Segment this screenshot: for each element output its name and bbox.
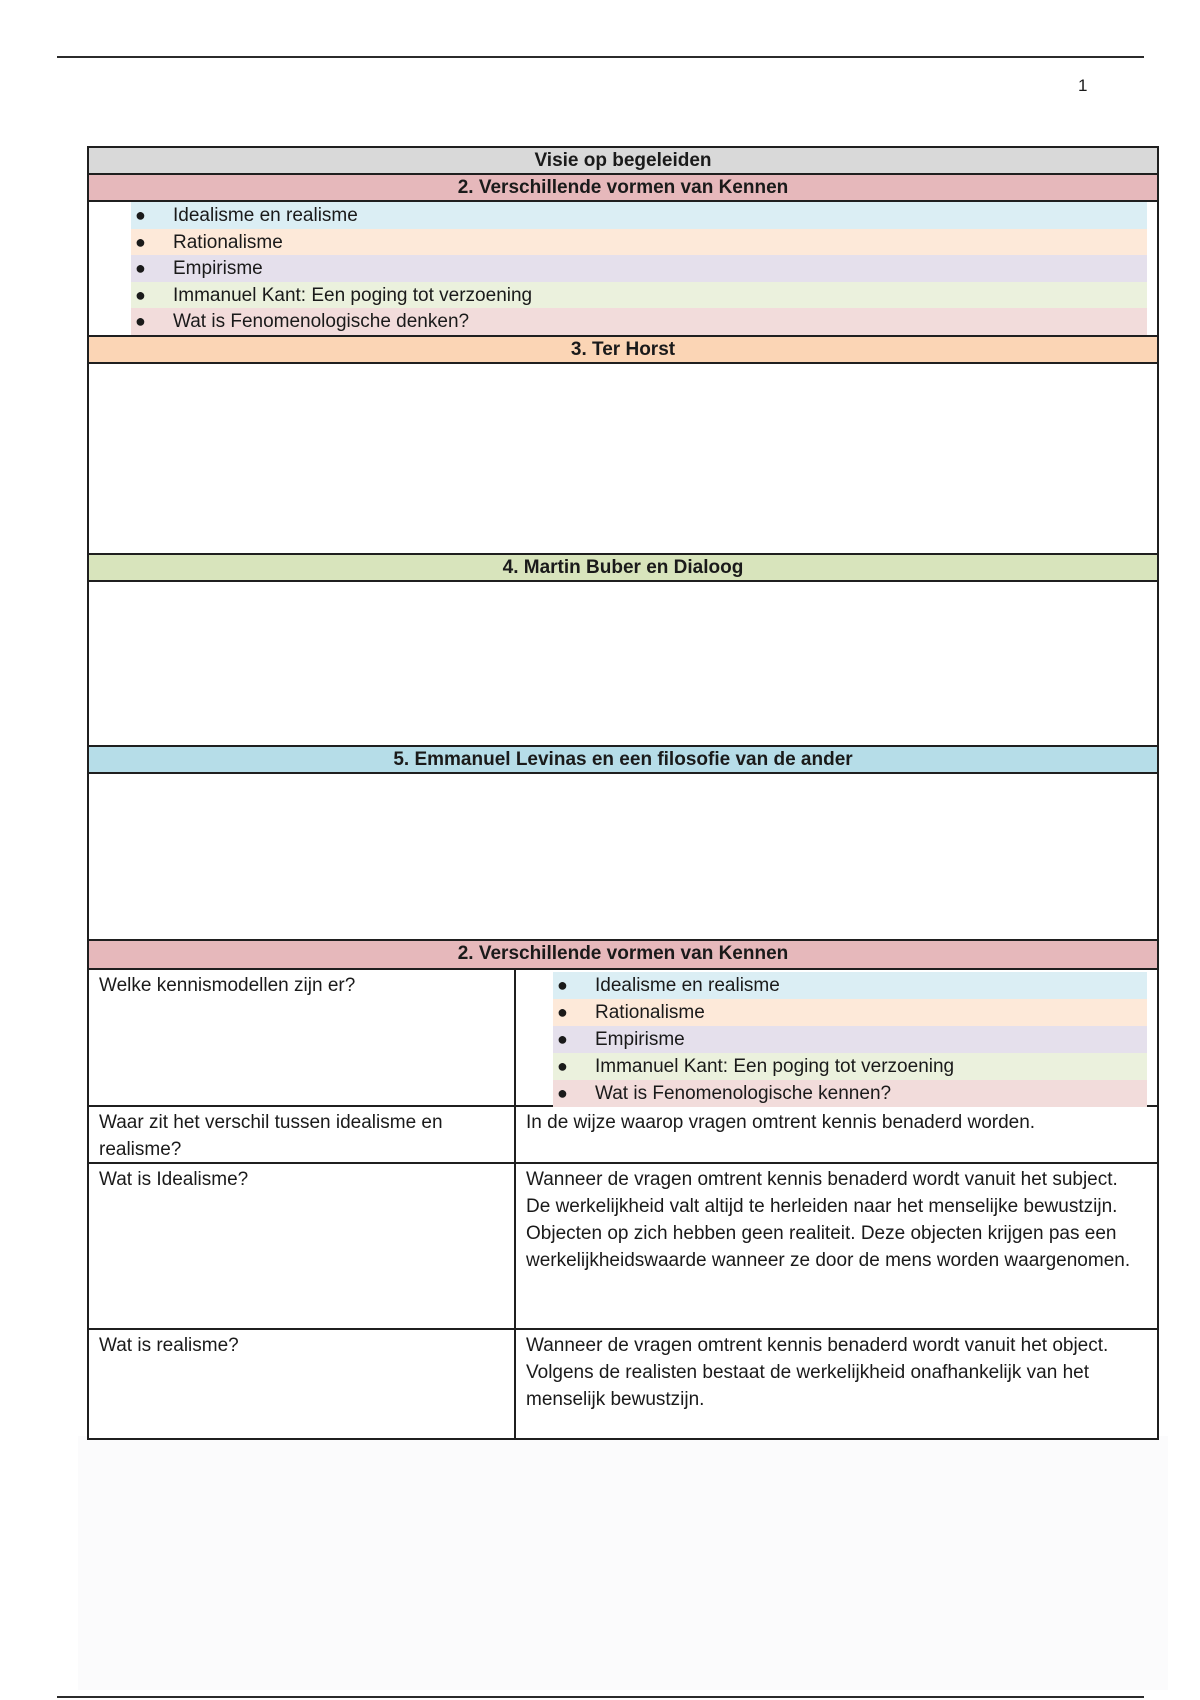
list-item: ● Empirisme — [131, 255, 1147, 282]
bullet-icon: ● — [135, 284, 146, 305]
section-2b-heading: 2. Verschillende vormen van Kennen — [89, 941, 1157, 968]
bullet-icon: ● — [557, 1055, 568, 1076]
bullet-icon: ● — [135, 311, 146, 332]
question-cell: Wat is Idealisme? — [89, 1164, 516, 1328]
list-item: ● Wat is Fenomenologische kennen? — [553, 1080, 1147, 1107]
section-2-list — [89, 202, 1157, 337]
bullet-icon: ● — [135, 205, 146, 225]
list-item: ● Rationalisme — [131, 229, 1147, 256]
section-4-heading: 4. Martin Buber en Dialoog — [89, 555, 1157, 582]
section-2-heading: 2. Verschillende vormen van Kennen — [89, 175, 1157, 202]
section-3-body[interactable] — [89, 364, 1157, 555]
list-item: ● Rationalisme — [553, 999, 1147, 1026]
bullet-icon: ● — [557, 1028, 568, 1049]
answer-cell: Wanneer de vragen omtrent kennis benaderd wordt vanuit het object. Volgens de realisten bestaat de werkelijkheid onafhankelijk van het menselijk bewustzijn. — [526, 1334, 1109, 1410]
list-item: ● Wat is Fenomenologische denken? — [131, 308, 1147, 335]
section-5-heading: 5. Emmanuel Levinas en een filosofie van de ander — [89, 747, 1157, 774]
table-row — [89, 1105, 1157, 1162]
answer-paragraph: Wanneer de vragen omtrent kennis benaderd wordt vanuit het subject. — [526, 1168, 1118, 1190]
bullet-icon: ● — [135, 258, 146, 279]
bullet-icon: ● — [557, 1082, 568, 1103]
section-3-heading: 3. Ter Horst — [89, 337, 1157, 364]
table-row — [89, 1328, 1157, 1438]
section-4-body[interactable] — [89, 582, 1157, 747]
answer-cell — [516, 970, 1157, 1105]
question-cell: Waar zit het verschil tussen idealisme en realisme? — [89, 1107, 516, 1162]
bullet-icon: ● — [135, 231, 146, 252]
list-item: ● Immanuel Kant: Een poging tot verzoening — [131, 282, 1147, 309]
page-number: 1 — [1078, 76, 1088, 95]
question-cell: Welke kennismodellen zijn er? — [89, 970, 516, 1105]
answer-cell — [516, 1164, 1157, 1328]
list-item: ● Idealisme en realisme — [131, 202, 1147, 229]
study-table — [87, 146, 1159, 1440]
page-shade — [78, 1436, 1168, 1690]
qa-table — [89, 968, 1157, 1438]
bullet-icon: ● — [557, 974, 568, 995]
bullet-icon: ● — [557, 1001, 568, 1022]
header-rule — [57, 56, 1144, 58]
table-row — [89, 970, 1157, 1105]
table-row — [89, 1162, 1157, 1328]
question-cell: Wat is realisme? — [89, 1330, 516, 1438]
section-5-body[interactable] — [89, 774, 1157, 941]
list-item: ● Idealisme en realisme — [553, 972, 1147, 999]
answer-cell: In de wijze waarop vragen omtrent kennis benaderd worden. — [526, 1111, 1036, 1133]
list-item: ● Immanuel Kant: Een poging tot verzoening — [553, 1053, 1147, 1080]
table-title: Visie op begeleiden — [89, 148, 1157, 175]
list-item: ● Empirisme — [553, 1026, 1147, 1053]
answer-paragraph: De werkelijkheid valt altijd te herleiden naar het menselijke bewustzijn. Objecten op zich hebben geen realiteit. Deze objecten krijgen pas een werkelijkheidswaarde wanneer ze door de mens worden waargenomen. — [526, 1195, 1131, 1271]
footer-rule — [57, 1696, 1144, 1698]
